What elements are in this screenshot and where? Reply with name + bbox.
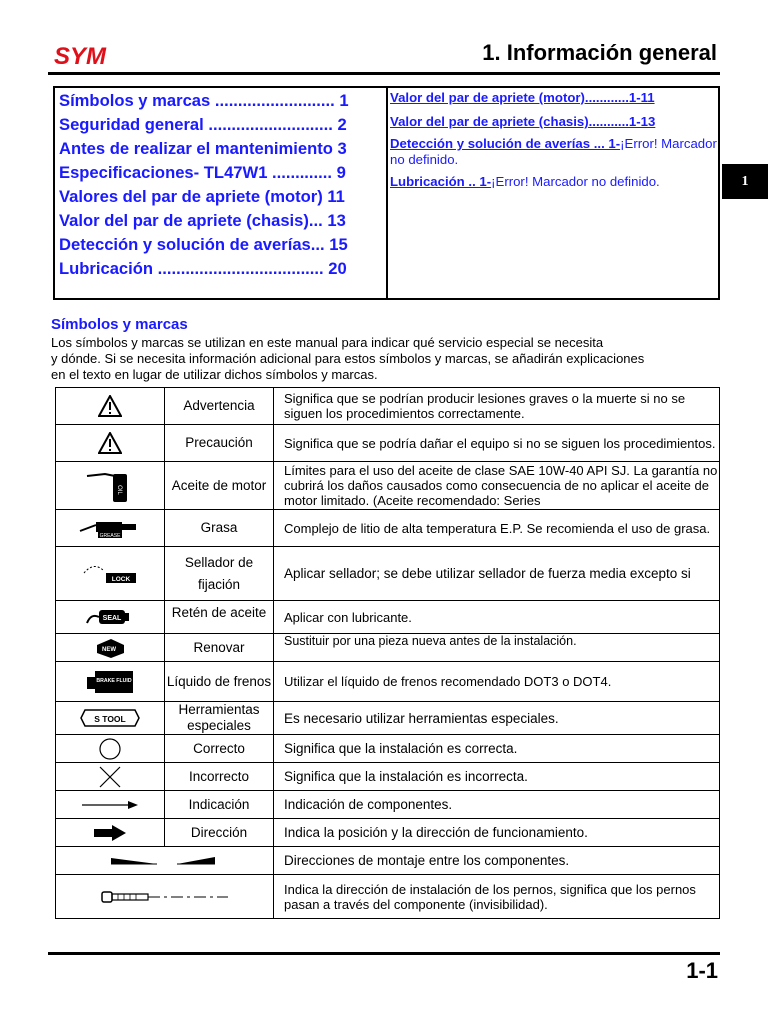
symbol-name: Precaución [165, 425, 274, 462]
symbol-name: Líquido de frenos [165, 662, 274, 702]
symbol-description: Significa que se podrían producir lesiones graves o la muerte si no se siguen los procedimientos correctamente. [274, 388, 720, 425]
toc-link[interactable]: Detección y solución de averías... 15 [59, 235, 348, 254]
symbols-table [55, 387, 720, 919]
chapter-tab: 1 [722, 164, 768, 199]
section-heading: Símbolos y marcas [51, 316, 188, 333]
toc-left-column [59, 89, 381, 281]
toc-link[interactable]: Seguridad general ........................... 2 [59, 115, 347, 134]
toc-right-link[interactable]: Valor del par de apriete (motor)............1-11 [390, 90, 655, 105]
toc-right-item [390, 114, 718, 136]
toc-right-link[interactable]: Lubricación .. 1- [390, 174, 492, 189]
toc-right-link[interactable]: Detección y solución de averías ... 1- [390, 136, 621, 151]
toc-link[interactable]: Especificaciones- TL47W1 ............. 9 [59, 163, 346, 182]
table-row [56, 847, 720, 875]
symbol-description: Aplicar sellador; se debe utilizar sellador de fuerza media excepto si [274, 547, 720, 601]
table-row [56, 425, 720, 462]
grease-gun-label: GREASE [99, 533, 121, 539]
caution-triangle-icon [98, 432, 122, 454]
lock-sealant-icon [80, 561, 140, 587]
bolt-direction-icon [100, 889, 230, 905]
page-number: 1-1 [686, 958, 718, 983]
table-row [56, 735, 720, 763]
brake-fluid-label: BRAKE FLUID [96, 677, 132, 684]
toc-link[interactable]: Antes de realizar el mantenimiento 3 [59, 139, 347, 158]
table-row [56, 462, 720, 510]
sym-logo-text: SYM [54, 43, 107, 70]
table-row [56, 763, 720, 791]
warning-triangle-icon [98, 395, 122, 417]
brake-fluid-icon [85, 669, 135, 695]
symbol-name: Retén de aceite [171, 605, 267, 620]
table-row [56, 601, 720, 634]
table-row [56, 662, 720, 702]
toc-divider [386, 86, 388, 300]
grease-gun-icon [78, 517, 142, 539]
symbol-description: Significa que la instalación es correcta. [274, 735, 720, 763]
table-row [56, 791, 720, 819]
toc-error-note: ¡Error! Marcador no definido. [390, 136, 717, 167]
table-row [56, 702, 720, 735]
page-title: 1. Información general [482, 40, 717, 65]
symbol-description: Límites para el uso del aceite de clase SAE 10W-40 API SJ. La garantía no cubrirá los daños causados como consecuencia de no aplicar el aceite de motor limitado. (Aceite recomendado: Series [284, 463, 718, 508]
symbol-name: Advertencia [165, 388, 274, 425]
special-tool-label: S TOOL [94, 714, 126, 724]
mounting-wedges-icon [105, 854, 225, 868]
symbol-description: Es necesario utilizar herramientas especiales. [274, 702, 720, 735]
symbol-name: Grasa [165, 510, 274, 547]
symbol-name: Renovar [165, 634, 274, 662]
circle-correct-icon [98, 737, 122, 761]
symbol-description: Significa que la instalación es incorrecta. [274, 763, 720, 791]
oil-can-label: OIL [116, 484, 122, 495]
symbol-name: Sellador de fijación [165, 547, 274, 601]
section-intro [51, 335, 721, 383]
toc-right-item [390, 90, 718, 114]
footer-rule [48, 952, 720, 955]
symbol-name: Incorrecto [165, 763, 274, 791]
toc-link[interactable]: Lubricación .................................... 20 [59, 259, 347, 278]
intro-line: en el texto en lugar de utilizar dichos símbolos y marcas. [51, 367, 378, 382]
thick-arrow-icon [92, 824, 128, 842]
symbol-description: Indica la dirección de instalación de los pernos, significa que los pernos pasan a través del componente (invisibilidad). [274, 875, 720, 919]
symbol-description: Aplicar con lubricante. [274, 601, 720, 634]
table-row [56, 819, 720, 847]
sym-logo [52, 40, 116, 70]
symbol-name: Correcto [165, 735, 274, 763]
cross-incorrect-icon [98, 765, 122, 789]
symbol-description: Direcciones de montaje entre los componentes. [274, 847, 720, 875]
special-tool-icon [79, 708, 141, 728]
symbol-name: Herramientas especiales [165, 702, 274, 735]
toc-link[interactable]: Valor del par de apriete (chasis)... 13 [59, 211, 346, 230]
intro-line: y dónde. Si se necesita información adicional para estos símbolos y marcas, se añadirán explicaciones [51, 351, 645, 366]
table-row [56, 634, 720, 662]
toc-right-link[interactable]: Valor del par de apriete (chasis)...........1-13 [390, 114, 656, 129]
symbol-description: Complejo de litio de alta temperatura E.P. Se recomienda el uso de grasa. [274, 510, 720, 547]
toc-link[interactable]: Símbolos y marcas .......................... 1 [59, 91, 349, 110]
symbol-description: Utilizar el líquido de frenos recomendado DOT3 o DOT4. [274, 662, 720, 702]
symbol-description: Indicación de componentes. [274, 791, 720, 819]
symbol-name: Indicación [165, 791, 274, 819]
new-label: NEW [102, 646, 116, 653]
thin-arrow-icon [80, 799, 140, 811]
table-row [56, 510, 720, 547]
header-rule [48, 72, 720, 75]
oil-can-icon [85, 468, 135, 504]
table-row [56, 875, 720, 919]
symbol-name: Aceite de motor [165, 462, 274, 510]
intro-line: Los símbolos y marcas se utilizan en este manual para indicar qué servicio especial se necesita [51, 335, 604, 350]
new-part-icon [94, 637, 126, 659]
table-row [56, 388, 720, 425]
toc-right-column [390, 90, 718, 190]
symbol-description: Significa que se podría dañar el equipo si no se siguen los procedimientos. [274, 425, 720, 462]
toc-error-note: ¡Error! Marcador no definido. [491, 174, 660, 189]
oil-seal-icon [85, 607, 135, 627]
symbol-description: Sustituir por una pieza nueva antes de la instalación. [284, 634, 577, 648]
seal-label: SEAL [102, 615, 122, 622]
toc-link[interactable]: Valores del par de apriete (motor) 11 [59, 187, 345, 206]
toc-right-item [390, 136, 718, 174]
toc-right-item [390, 174, 718, 190]
lock-label: LOCK [111, 575, 131, 583]
symbol-description: Indica la posición y la dirección de funcionamiento. [274, 819, 720, 847]
table-row [56, 547, 720, 601]
symbol-name: Dirección [165, 819, 274, 847]
